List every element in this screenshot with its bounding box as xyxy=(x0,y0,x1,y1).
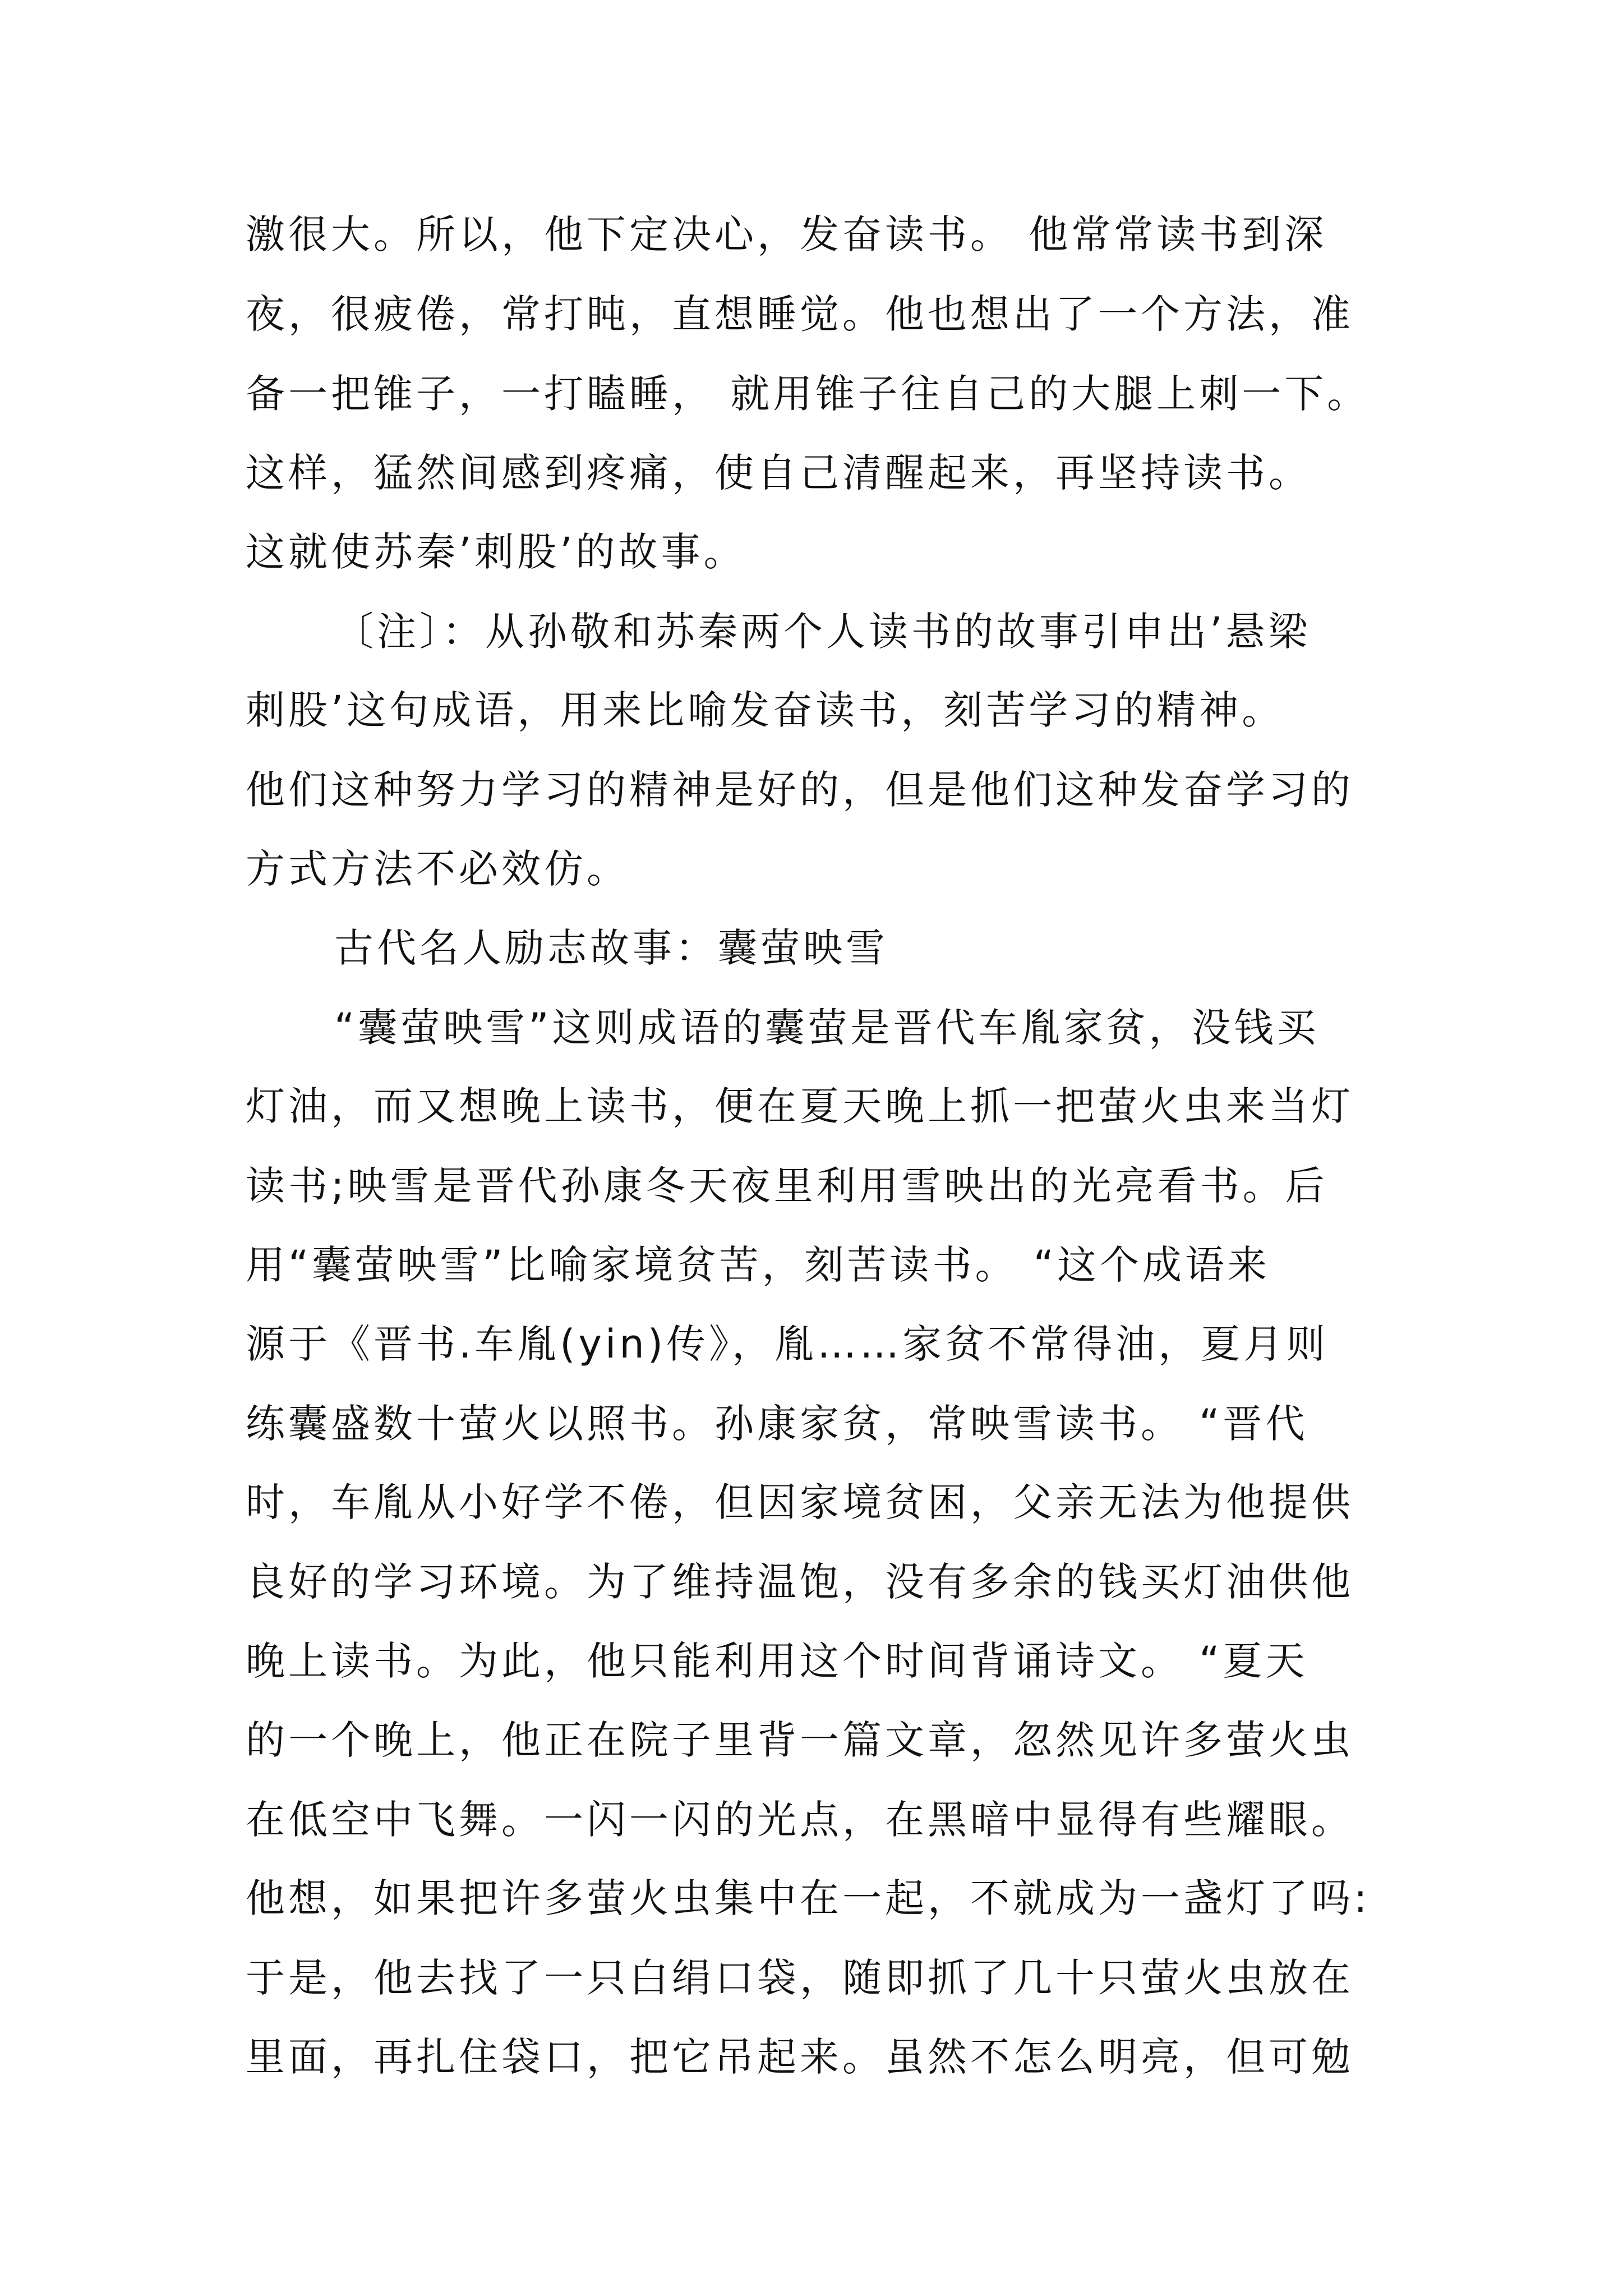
text-line: 夜，很疲倦，常打盹，直想睡觉。他也想出了一个方法，准 xyxy=(246,291,1354,337)
text-line: 他们这种努力学习的精神是好的，但是他们这种发奋学习的 xyxy=(246,767,1354,813)
paragraph-start: “囊萤映雪”这则成语的囊萤是晋代车胤家贫，没钱买 xyxy=(334,1005,1320,1051)
text-line: 刺股’这句成语，用来比喻发奋读书，刻苦学习的精神。 xyxy=(246,687,1285,733)
text-line: 里面，再扎住袋口，把它吊起来。虽然不怎么明亮，但可勉 xyxy=(246,2034,1354,2080)
text-line: 这就使苏秦’刺股’的故事。 xyxy=(246,529,746,575)
text-line: 的一个晚上，他正在院子里背一篇文章，忽然见许多萤火虫 xyxy=(246,1717,1354,1763)
text-line: 时，车胤从小好学不倦，但因家境贫困，父亲无法为他提供 xyxy=(246,1479,1354,1525)
text-line: 源于《晋书.车胤(yin)传》，胤……家贫不常得油，夏月则 xyxy=(246,1321,1329,1367)
text-line: 灯油，而又想晚上读书，便在夏天晚上抓一把萤火虫来当灯 xyxy=(246,1083,1354,1129)
note-paragraph-start: 〔注〕：从孙敬和苏秦两个人读书的故事引申出’悬梁 xyxy=(334,609,1311,655)
text-line: 用“囊萤映雪”比喻家境贫苦，刻苦读书。 “这个成语来 xyxy=(246,1242,1271,1288)
text-line: 晚上读书。为此，他只能利用这个时间背诵诗文。 “夏天 xyxy=(246,1638,1308,1684)
text-line: 读书;映雪是晋代孙康冬天夜里利用雪映出的光亮看书。后 xyxy=(246,1163,1328,1209)
section-heading: 古代名人励志故事：囊萤映雪 xyxy=(334,925,888,971)
text-line: 激很大。所以，他下定决心，发奋读书。 他常常读书到深 xyxy=(246,211,1327,257)
text-line: 良好的学习环境。为了维持温饱，没有多余的钱买灯油供他 xyxy=(246,1559,1354,1605)
text-line: 在低空中飞舞。一闪一闪的光点，在黑暗中显得有些耀眼。 xyxy=(246,1797,1354,1843)
text-line: 备一把锥子，一打瞌睡， 就用锥子往自己的大腿上刺一下。 xyxy=(246,371,1370,417)
text-line: 他想，如果把许多萤火虫集中在一起，不就成为一盏灯了吗: xyxy=(246,1875,1371,1921)
text-line: 这样，猛然间感到疼痛，使自己清醒起来，再坚持读书。 xyxy=(246,450,1311,496)
text-line: 方式方法不必效仿。 xyxy=(246,846,629,892)
text-line: 练囊盛数十萤火以照书。孙康家贫，常映雪读书。 “晋代 xyxy=(246,1401,1308,1447)
text-line: 于是，他去找了一只白绢口袋，随即抓了几十只萤火虫放在 xyxy=(246,1955,1354,2001)
